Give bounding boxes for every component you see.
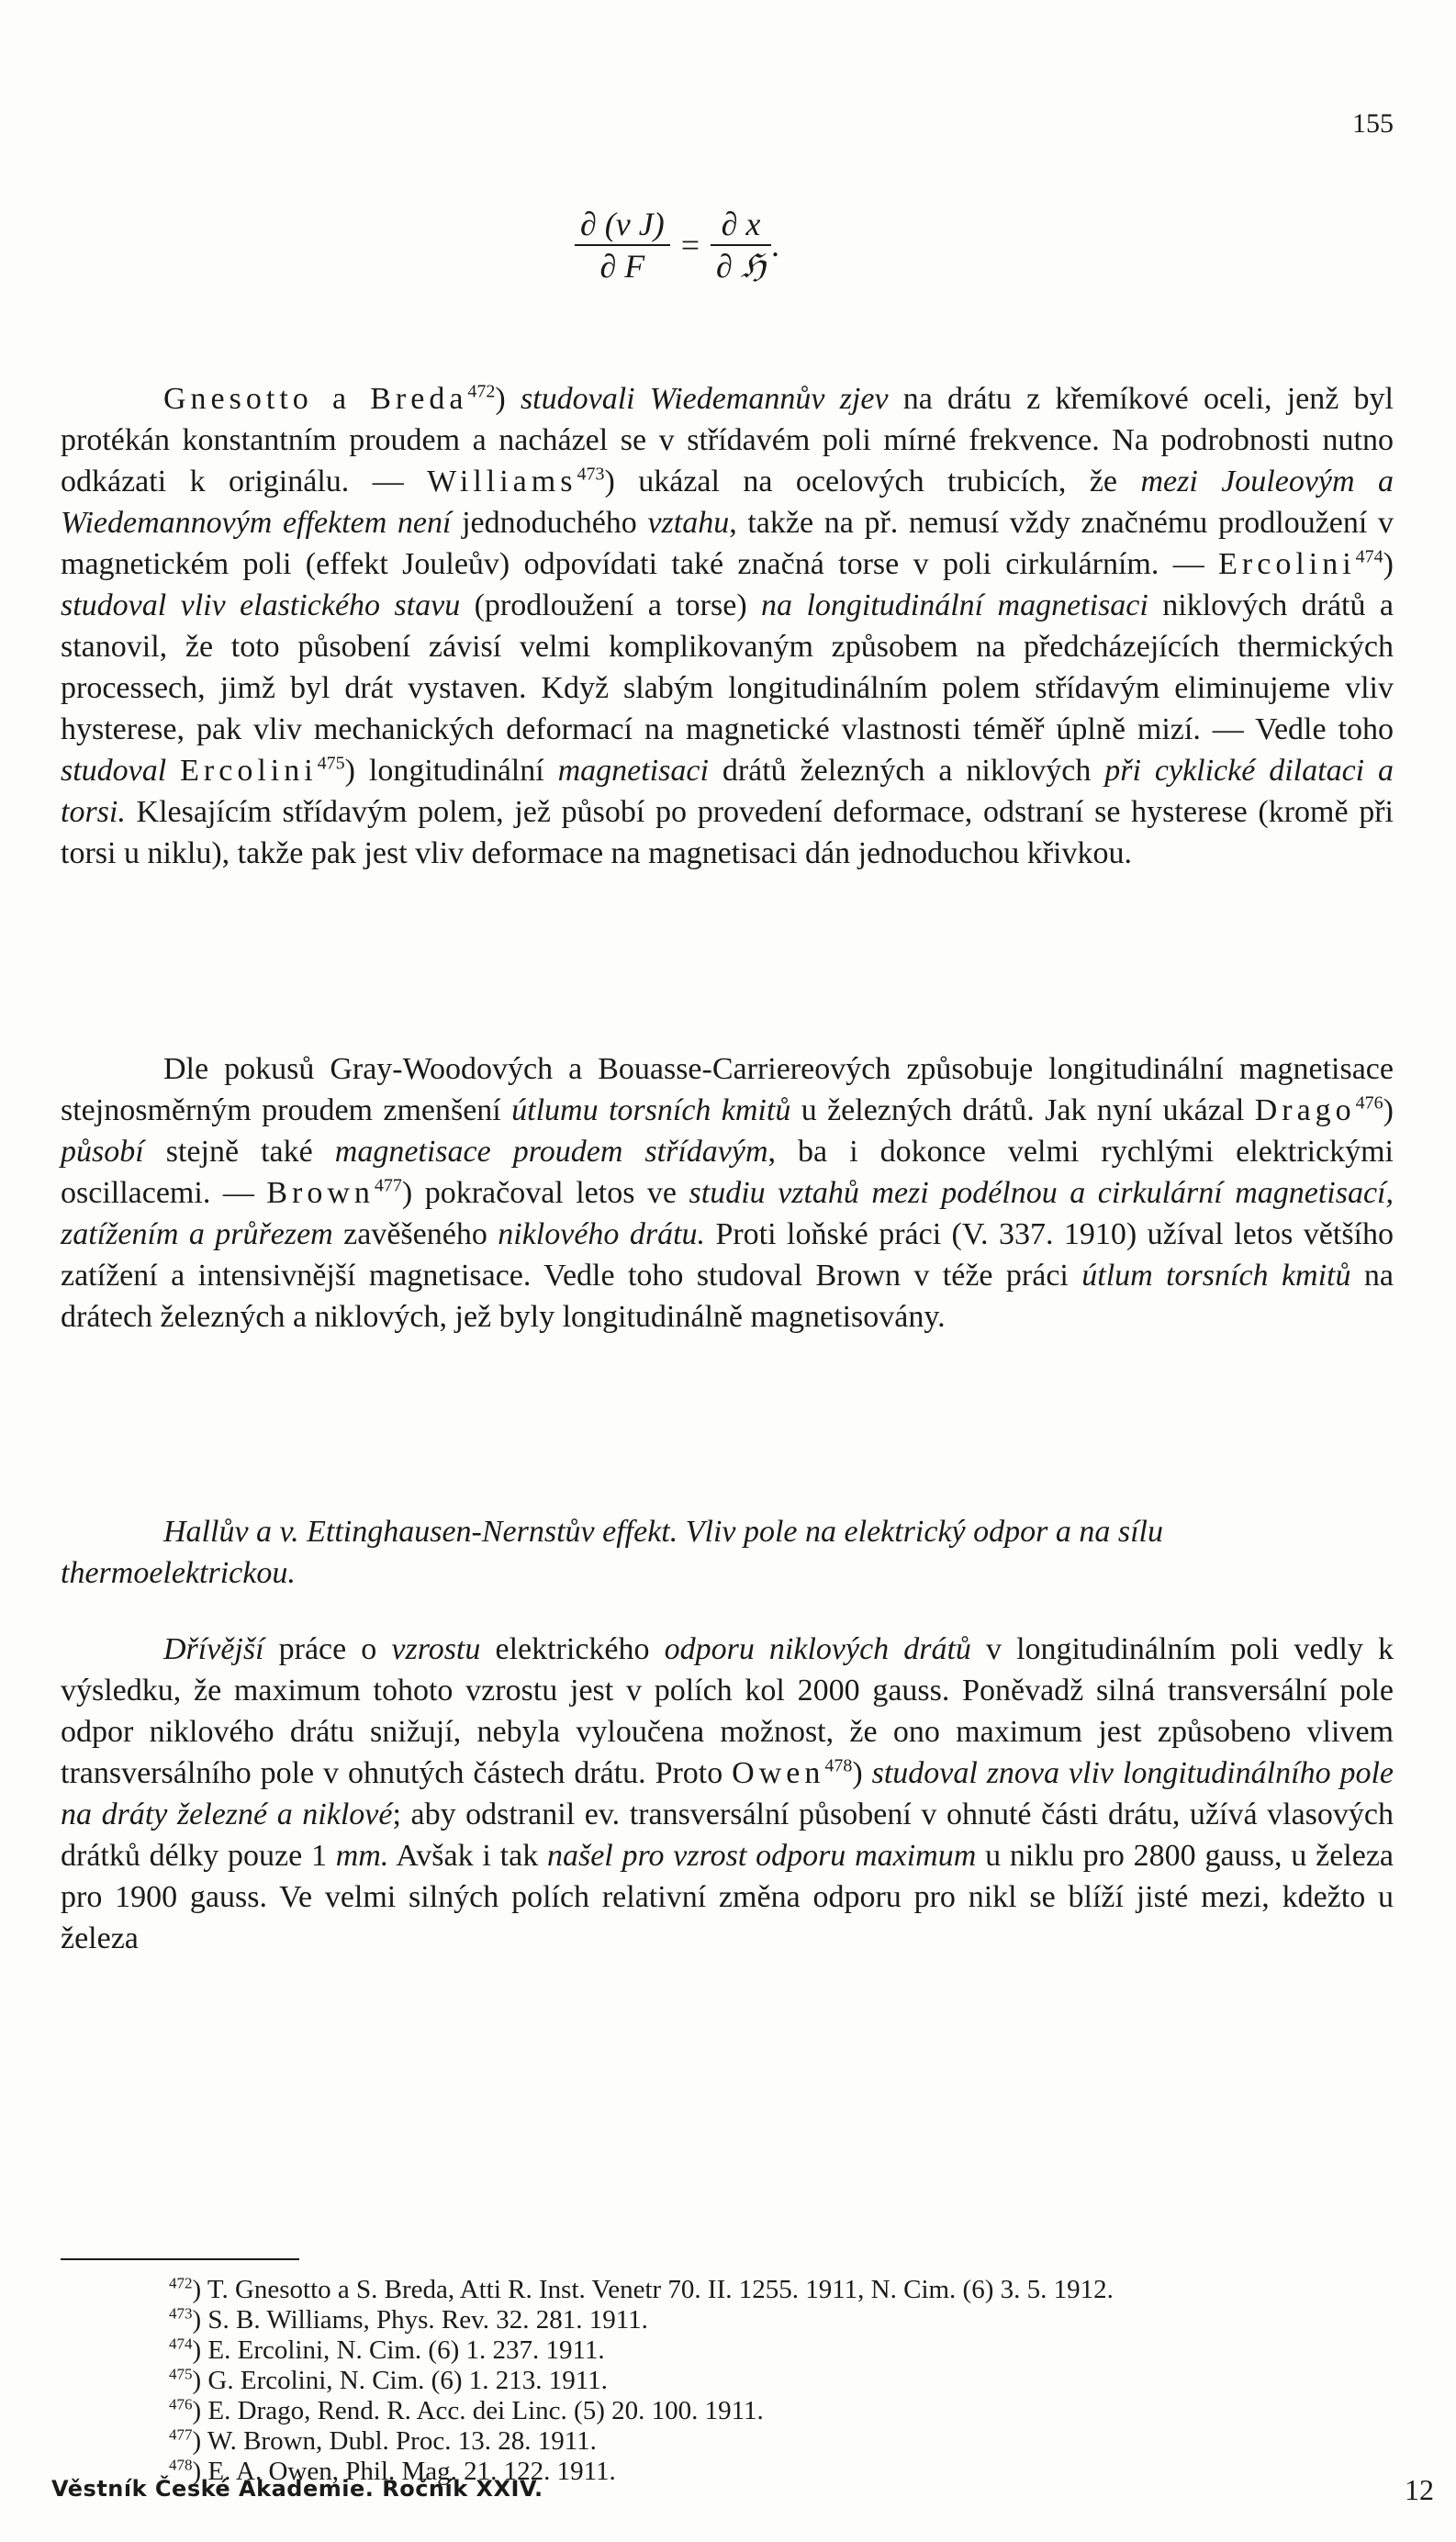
footnote-478: $^{478}$) E. A. Owen, Phil. Mag. 21. 122. 1911. (169, 2456, 616, 2486)
page-number: 155 (1352, 108, 1394, 139)
section-heading: Hallův a v. Ettinghausen-Nernstův effekt. Vliv pole na elektrický odpor a na sílu thermoelektrickou. (61, 1515, 1163, 1590)
formula-right-numerator: ∂ x (711, 204, 771, 246)
journal-footer: Věstník České Akademie. Ročník XXIV. (51, 2476, 543, 2502)
footnote-476: $^{476}$) E. Drago, Rend. R. Acc. dei Linc. (5) 20. 100. 1911. (169, 2395, 764, 2425)
formula-left-denominator: ∂ F (599, 248, 645, 285)
formula-right-denominator: ∂ ℌ (716, 248, 766, 285)
footnote-472: $^{472}$) T. Gnesotto a S. Breda, Atti R. Inst. Venetr 70. II. 1255. 1911, N. Cim. (6) 3. 5. 1912. (169, 2274, 1114, 2304)
paragraph-torsion-damping: Dle pokusů Gray-Woodových a Bouasse-Carriereových způsobuje longitudinální magnetisace stejnosměrným proudem zmenšení útlumu torsních kmitů u železných drátů. Jak nyní ukázal Drago$^{476}$) působí stejně také magnetisace proudem střídavým, ba i dokonce velmi rychlými elektrickými oscillacemi. — Brown$^{477}$) pokračoval letos ve studiu vztahů mezi podélnou a cirkulární magnetisací, zatížením a průřezem zavěšeného niklového drátu. Proti loňské práci (V. 337. 1910) užíval letos většího zatížení a intensivnější magnetisace. Vedle toho studoval Brown v téže práci útlum torsních kmitů na drátech železných a niklových, jež byly longitudinálně magnetisovány. (61, 1052, 1394, 1334)
sheet-number: 12 (1405, 2473, 1434, 2506)
paragraph-magnetostriction: Gnesotto a Breda$^{472}$) studovali Wiedemannův zjev na drátu z křemíkové oceli, jenž byl protékán konstantním proudem a nacházel se v střídavém poli mírné frekvence. Na podrobnosti nutno odkázati k originálu. — Williams$^{473}$) ukázal na ocelových trubicích, že mezi Jouleovým a Wiedemannovým effektem není jednoduchého vztahu, takže na př. nemusí vždy značnému prodloužení v magnetickém poli (effekt Jouleův) odpovídati také značná torse v poli cirkulárním. — Ercolini$^{474}$) studoval vliv elastického stavu (prodloužení a torse) na longitudinální magnetisaci niklových drátů a stanovil, že toto působení závisí velmi komplikovaným způsobem na předcházejících thermických processech, jimž byl drát vystaven. Když slabým longitudinálním polem střídavým eliminujeme vliv hysterese, pak vliv mechanických deformací na magnetické vlastnosti téměř úplně mizí. — Vedle toho studoval Ercolini$^{475}$) longitudinální magnetisaci drátů železných a niklových při cyklické dilataci a torsi. Klesajícím střídavým polem, jež působí po provedení deformace, odstraní se hysterese (kromě při torsi u niklu), takže pak jest vliv deformace na magnetisaci dán jednoduchou křivkou. (61, 381, 1394, 870)
footnotes (61, 2275, 1394, 2487)
footnote-ref: 472 (467, 381, 496, 402)
footnote-ref: 476 (1355, 1092, 1383, 1114)
formula-equals: = (680, 227, 700, 263)
formula-left-numerator: ∂ (v J) (575, 204, 670, 246)
formula-right-fraction (711, 204, 771, 286)
formula (575, 204, 779, 286)
paragraph-resistance: Dřívější práce o vzrostu elektrického odporu niklových drátů v longitudinálním poli vedly k výsledku, že maximum tohoto vzrostu jest v polích kol 2000 gauss. Poněvadž silná transversální pole odpor niklového drátu snižují, nebyla vyloučena možnost, že ono maximum jest způsobeno vlivem transversálního pole v ohnutých částech drátu. Proto Owen$^{478}$) studoval znova vliv longitudinálního pole na dráty železné a niklové; aby odstranil ev. transversální působení v ohnuté části drátu, užívá vlasových drátků délky pouze 1 mm. Avšak i tak našel pro vzrost odporu maximum u niklu pro 2800 gauss, u železa pro 1900 gauss. Ve velmi silných polích relativní změna odporu pro nikl se blíží jisté mezi, kdežto u železa (61, 1632, 1394, 1955)
footnote-ref: 478 (824, 1755, 853, 1776)
footnote-ref: 475 (317, 753, 345, 774)
footnote-ref: 474 (1355, 546, 1383, 567)
footnote-ref: 473 (577, 464, 605, 485)
footnote-ref: 477 (374, 1175, 402, 1196)
formula-left-fraction (575, 204, 670, 286)
footnote-475: $^{475}$) G. Ercolini, N. Cim. (6) 1. 213. 1911. (169, 2365, 608, 2395)
formula-period: . (771, 227, 779, 263)
footnote-477: $^{477}$) W. Brown, Dubl. Proc. 13. 28. 1911. (169, 2425, 597, 2456)
footnote-divider (61, 2258, 299, 2260)
footnote-473: $^{473}$) S. B. Williams, Phys. Rev. 32. 281. 1911. (169, 2304, 648, 2335)
footnote-474: $^{474}$) E. Ercolini, N. Cim. (6) 1. 237. 1911. (169, 2335, 605, 2365)
